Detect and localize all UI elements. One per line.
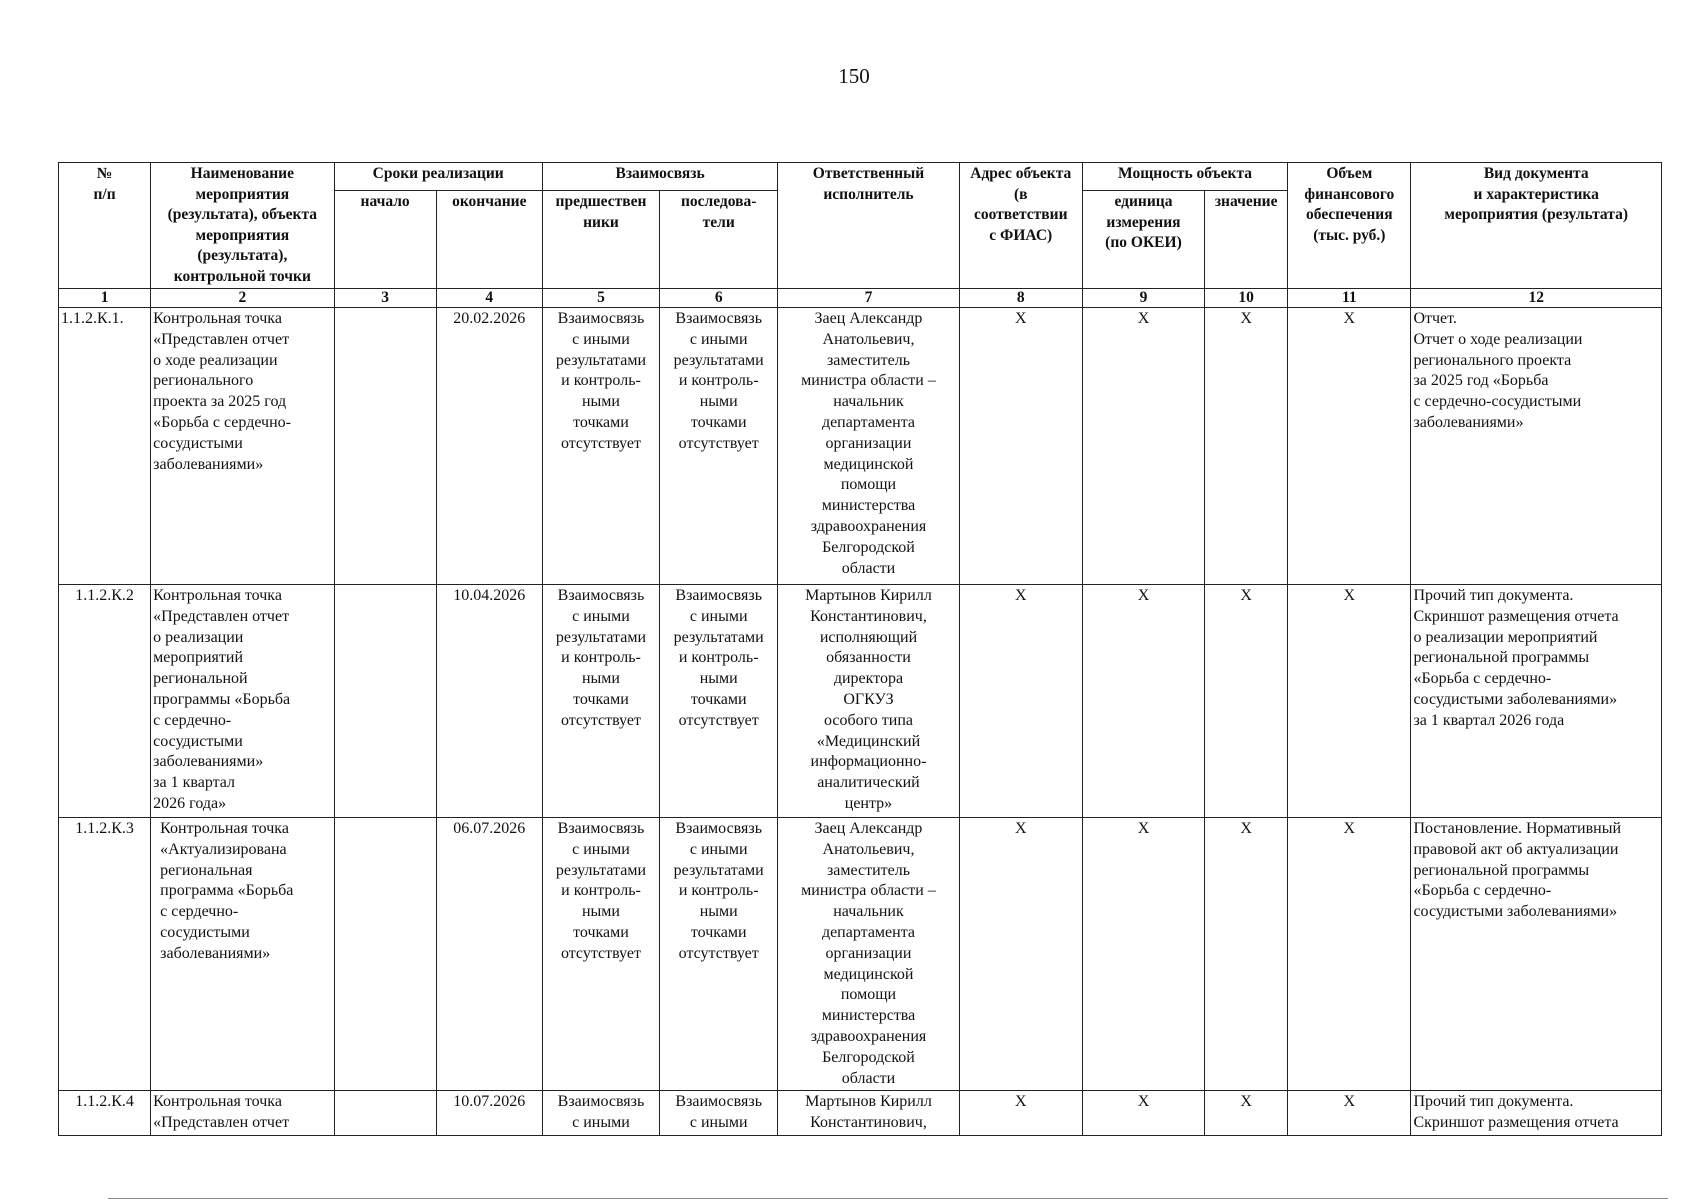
row-predecessors: Взаимосвязь с иными (542, 1091, 659, 1136)
row-finance: X (1288, 1091, 1411, 1136)
row-value: X (1205, 585, 1288, 818)
column-number: 11 (1288, 289, 1411, 308)
row-name: Контрольная точка «Представлен отчет о ходе реализации регионального проекта за 2025 год «Борьба с сердечно- сосудистыми заболеваниями» (151, 308, 334, 585)
row-start (334, 585, 436, 818)
row-predecessors: Взаимосвязь с иными результатами и контроль- ными точками отсутствует (542, 818, 659, 1091)
column-number: 12 (1411, 289, 1662, 308)
column-number: 2 (151, 289, 334, 308)
row-document: Постановление. Нормативный правовой акт об актуализации региональной программы «Борьба с сердечно- сосудистыми заболеваниями» (1411, 818, 1662, 1091)
table-row (59, 585, 1662, 818)
header-finance: Объем финансового обеспечения (тыс. руб.) (1288, 163, 1411, 289)
header-address: Адрес объекта (в соответствии с ФИАС) (959, 163, 1082, 289)
header-link-group: Взаимосвязь (542, 163, 777, 191)
activities-table (58, 162, 1662, 1136)
column-number: 6 (660, 289, 778, 308)
column-number: 4 (436, 289, 542, 308)
row-unit: X (1082, 818, 1204, 1091)
row-value: X (1205, 1091, 1288, 1136)
column-number: 10 (1205, 289, 1288, 308)
table-row (59, 818, 1662, 1091)
header-start: начало (334, 191, 436, 289)
row-name: Контрольная точка «Представлен отчет (151, 1091, 334, 1136)
column-number: 8 (959, 289, 1082, 308)
row-responsible: Заец Александр Анатольевич, заместитель министра области – начальник департамента организации медицинской помощи министерства здравоохранения Белгородской области (778, 818, 959, 1091)
page-bottom-rule (108, 1198, 1668, 1199)
table-row (59, 308, 1662, 585)
row-successors: Взаимосвязь с иными результатами и контроль- ными точками отсутствует (660, 585, 778, 818)
row-end: 20.02.2026 (436, 308, 542, 585)
row-predecessors: Взаимосвязь с иными результатами и контроль- ными точками отсутствует (542, 308, 659, 585)
column-number: 7 (778, 289, 959, 308)
column-number: 9 (1082, 289, 1204, 308)
row-number: 1.1.2.К.3 (59, 818, 151, 1091)
row-successors: Взаимосвязь с иными результатами и контроль- ными точками отсутствует (660, 818, 778, 1091)
row-number: 1.1.2.К.4 (59, 1091, 151, 1136)
row-value: X (1205, 308, 1288, 585)
row-start (334, 1091, 436, 1136)
column-number: 3 (334, 289, 436, 308)
header-capacity-group: Мощность объекта (1082, 163, 1287, 191)
row-finance: X (1288, 818, 1411, 1091)
row-document: Прочий тип документа. Скриншот размещения отчета о реализации мероприятий региональной программы «Борьба с сердечно- сосудистыми заболеваниями» за 1 квартал 2026 года (1411, 585, 1662, 818)
row-document: Отчет. Отчет о ходе реализации регионального проекта за 2025 год «Борьба с сердечно-сосудистыми заболеваниями» (1411, 308, 1662, 585)
header-terms-group: Сроки реализации (334, 163, 542, 191)
row-document: Прочий тип документа. Скриншот размещения отчета (1411, 1091, 1662, 1136)
row-value: X (1205, 818, 1288, 1091)
header-predecessors: предшествен ники (542, 191, 659, 289)
header-name: Наименование мероприятия (результата), объекта мероприятия (результата), контрольной точки (151, 163, 334, 289)
column-number: 1 (59, 289, 151, 308)
header-unit: единица измерения (по ОКЕИ) (1082, 191, 1204, 289)
row-name: Контрольная точка «Представлен отчет о реализации мероприятий региональной программы «Борьба с сердечно- сосудистыми заболеваниями» за 1 квартал 2026 года» (151, 585, 334, 818)
row-unit: X (1082, 585, 1204, 818)
row-end: 06.07.2026 (436, 818, 542, 1091)
row-successors: Взаимосвязь с иными (660, 1091, 778, 1136)
row-start (334, 818, 436, 1091)
row-start (334, 308, 436, 585)
header-responsible: Ответственный исполнитель (778, 163, 959, 289)
header-document: Вид документа и характеристика мероприятия (результата) (1411, 163, 1662, 289)
row-number: 1.1.2.К.2 (59, 585, 151, 818)
row-end: 10.04.2026 (436, 585, 542, 818)
page-number: 150 (838, 64, 870, 88)
row-finance: X (1288, 308, 1411, 585)
row-address: X (959, 308, 1082, 585)
row-unit: X (1082, 1091, 1204, 1136)
row-successors: Взаимосвязь с иными результатами и контроль- ными точками отсутствует (660, 308, 778, 585)
row-responsible: Мартынов Кирилл Константинович, исполняющий обязанности директора ОГКУЗ особого типа «Медицинский информационно- аналитический центр» (778, 585, 959, 818)
row-responsible: Мартынов Кирилл Константинович, (778, 1091, 959, 1136)
row-predecessors: Взаимосвязь с иными результатами и контроль- ными точками отсутствует (542, 585, 659, 818)
header-no: № п/п (59, 163, 151, 289)
table-row (59, 1091, 1662, 1136)
row-address: X (959, 818, 1082, 1091)
header-successors: последова- тели (660, 191, 778, 289)
row-end: 10.07.2026 (436, 1091, 542, 1136)
header-end: окончание (436, 191, 542, 289)
header-value: значение (1205, 191, 1288, 289)
row-address: X (959, 585, 1082, 818)
row-unit: X (1082, 308, 1204, 585)
row-number: 1.1.2.К.1. (59, 308, 151, 585)
row-address: X (959, 1091, 1082, 1136)
row-finance: X (1288, 585, 1411, 818)
row-responsible: Заец Александр Анатольевич, заместитель министра области – начальник департамента организации медицинской помощи министерства здравоохранения Белгородской области (778, 308, 959, 585)
column-number: 5 (542, 289, 659, 308)
row-name: Контрольная точка «Актуализирована региональная программа «Борьба с сердечно- сосудистыми заболеваниями» (151, 818, 334, 1091)
